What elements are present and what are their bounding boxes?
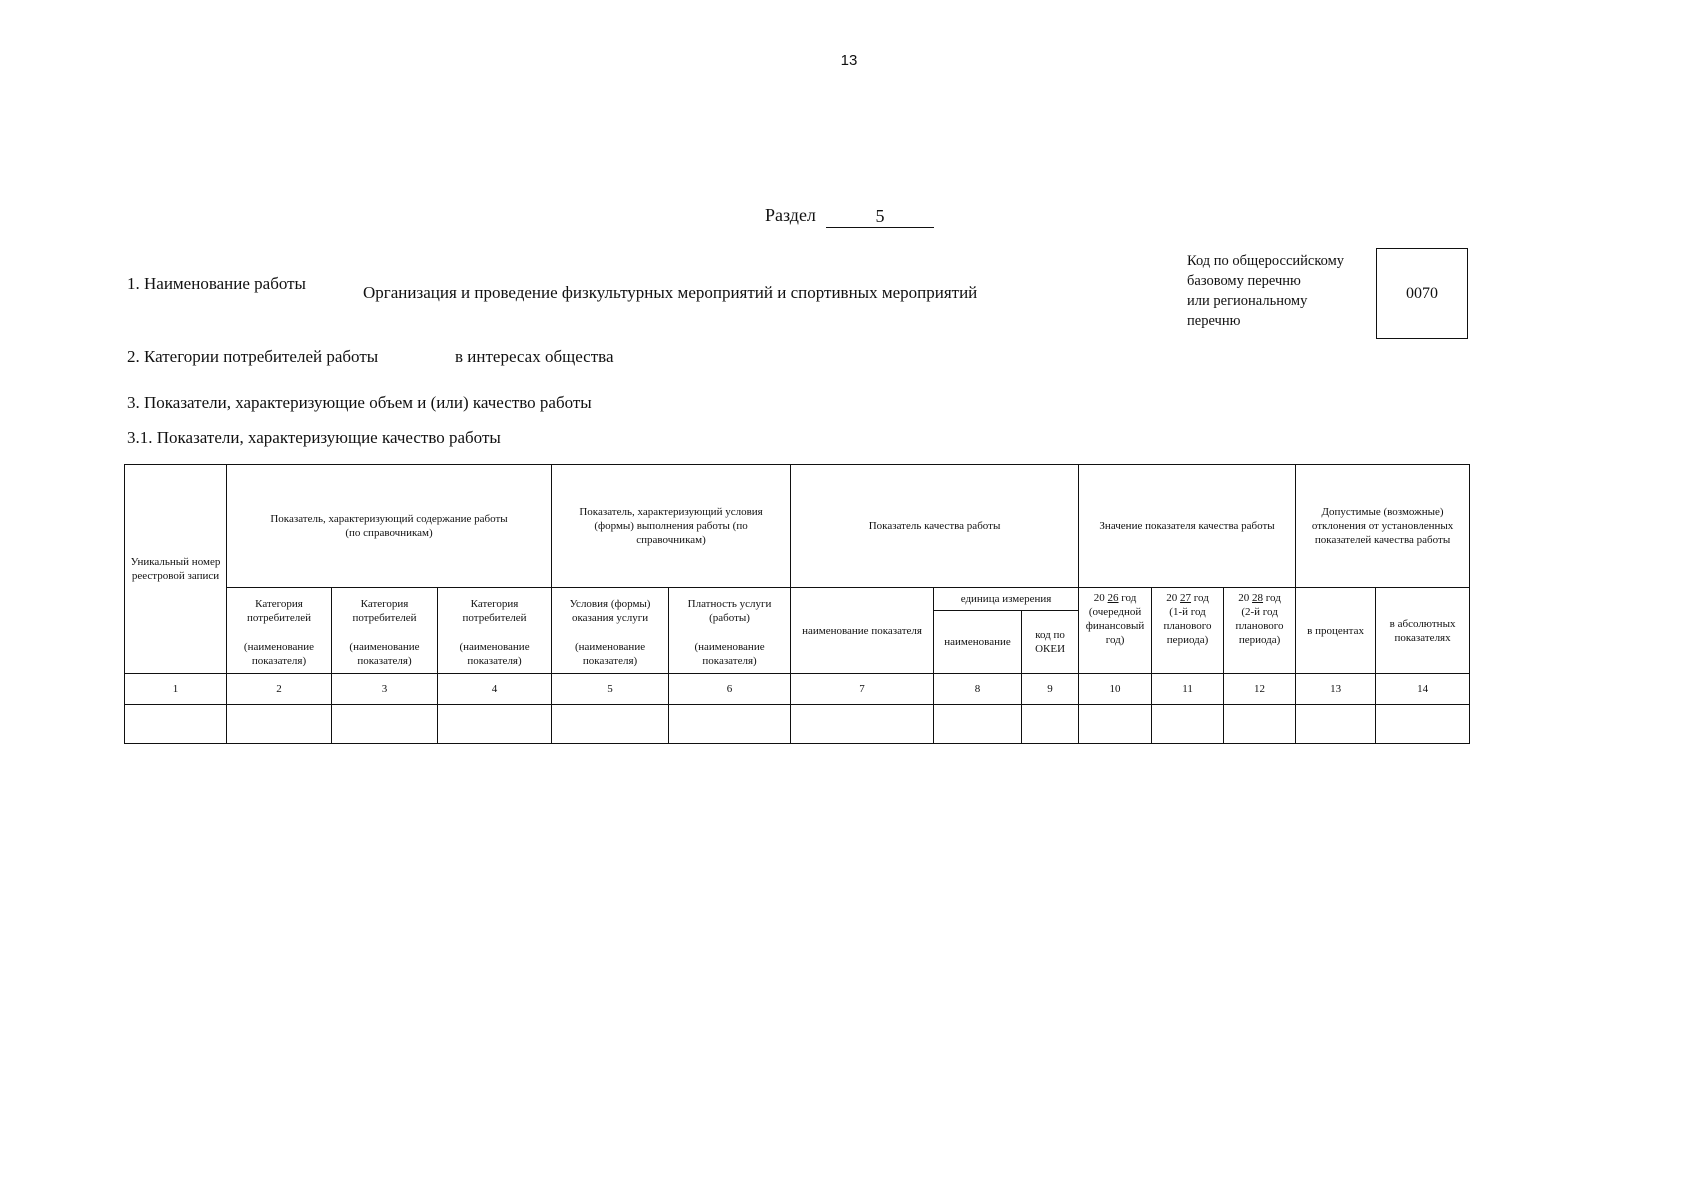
code-label (1187, 251, 1344, 331)
column-number: 11 (1152, 674, 1224, 705)
column-number: 12 (1224, 674, 1296, 705)
table-cell (1296, 705, 1376, 744)
header-year-1 (1079, 588, 1152, 674)
column-number: 9 (1022, 674, 1079, 705)
section-number: 5 (826, 205, 934, 228)
header-content-indicator: Показатель, характеризующий содержание работы (по справочникам) (227, 465, 552, 588)
header-allowed-deviation: Допустимые (возможные) отклонения от установленных показателей качества работы (1296, 465, 1470, 588)
table-cell (934, 705, 1022, 744)
page-number: 13 (840, 52, 858, 69)
section-label: Раздел (765, 205, 816, 225)
header-col-5-sub: (наименование показателя) (552, 635, 669, 674)
year-1-label: 20 26 год (1093, 592, 1137, 604)
table-cell (1079, 705, 1152, 744)
header-col-8: наименование (934, 611, 1022, 674)
header-col-13: в процентах (1296, 588, 1376, 674)
table-cell (1022, 705, 1079, 744)
table-cell (669, 705, 791, 744)
year-2-label: 20 27 год (1166, 592, 1209, 604)
code-label-line: перечню (1187, 313, 1241, 329)
header-col-4-sub: (наименование показателя) (438, 635, 552, 674)
code-label-line: или региональному (1187, 293, 1308, 309)
work-name-label: 1. Наименование работы (127, 274, 306, 293)
consumers-value: в интересах общества (455, 347, 614, 366)
column-number: 7 (791, 674, 934, 705)
header-col-2: Категория потребителей (227, 588, 332, 635)
column-number: 6 (669, 674, 791, 705)
table-cell (1224, 705, 1296, 744)
column-number: 3 (332, 674, 438, 705)
table-row (125, 705, 1470, 744)
header-col-7: наименование показателя (791, 588, 934, 674)
year-3-note: (2-й год планового периода) (1235, 606, 1284, 646)
header-unit: единица измерения (934, 588, 1079, 611)
column-numbers-row (125, 674, 1470, 705)
column-number: 1 (125, 674, 227, 705)
header-year-2 (1152, 588, 1224, 674)
table-cell (332, 705, 438, 744)
heading-quality-indicators: 3.1. Показатели, характеризующие качество работы (127, 428, 501, 447)
header-col-5: Условия (формы) оказания услуги (552, 588, 669, 635)
header-indicator-value: Значение показателя качества работы (1079, 465, 1296, 588)
table-cell (1152, 705, 1224, 744)
table-cell (438, 705, 552, 744)
column-number: 13 (1296, 674, 1376, 705)
table-cell (791, 705, 934, 744)
header-quality-indicator: Показатель качества работы (791, 465, 1079, 588)
heading-indicators: 3. Показатели, характеризующие объем и (или) качество работы (127, 393, 592, 412)
code-box (1376, 248, 1468, 339)
column-number: 2 (227, 674, 332, 705)
code-label-line: базовому перечню (1187, 273, 1301, 289)
column-number: 14 (1376, 674, 1470, 705)
header-unique-number: Уникальный номер реестровой записи (125, 465, 227, 674)
header-col-2-sub: (наименование показателя) (227, 635, 332, 674)
column-number: 5 (552, 674, 669, 705)
column-number: 10 (1079, 674, 1152, 705)
year-2-note: (1-й год планового периода) (1163, 606, 1212, 646)
table-cell (227, 705, 332, 744)
consumers-label: 2. Категории потребителей работы (127, 347, 379, 366)
header-conditions-indicator: Показатель, характеризующий условия (формы) выполнения работы (по справочникам) (552, 465, 791, 588)
header-year-3 (1224, 588, 1296, 674)
header-col-14: в абсолютных показателях (1376, 588, 1470, 674)
header-col-3-sub: (наименование показателя) (332, 635, 438, 674)
code-value: 0070 (1406, 284, 1438, 302)
table-cell (1376, 705, 1470, 744)
quality-indicators-table (124, 464, 1470, 744)
column-number: 4 (438, 674, 552, 705)
work-name-value: Организация и проведение физкультурных мероприятий и спортивных мероприятий (363, 283, 978, 302)
table-cell (552, 705, 669, 744)
header-col-4: Категория потребителей (438, 588, 552, 635)
header-col-3: Категория потребителей (332, 588, 438, 635)
table-cell (125, 705, 227, 744)
year-3-label: 20 28 год (1238, 592, 1281, 604)
year-1-note: (очередной финансовый год) (1085, 606, 1145, 646)
code-label-line: Код по общероссийскому (1187, 253, 1345, 269)
header-col-9: код по ОКЕИ (1022, 611, 1079, 674)
header-col-6: Платность услуги (работы) (669, 588, 791, 635)
header-col-6-sub: (наименование показателя) (669, 635, 791, 674)
column-number: 8 (934, 674, 1022, 705)
